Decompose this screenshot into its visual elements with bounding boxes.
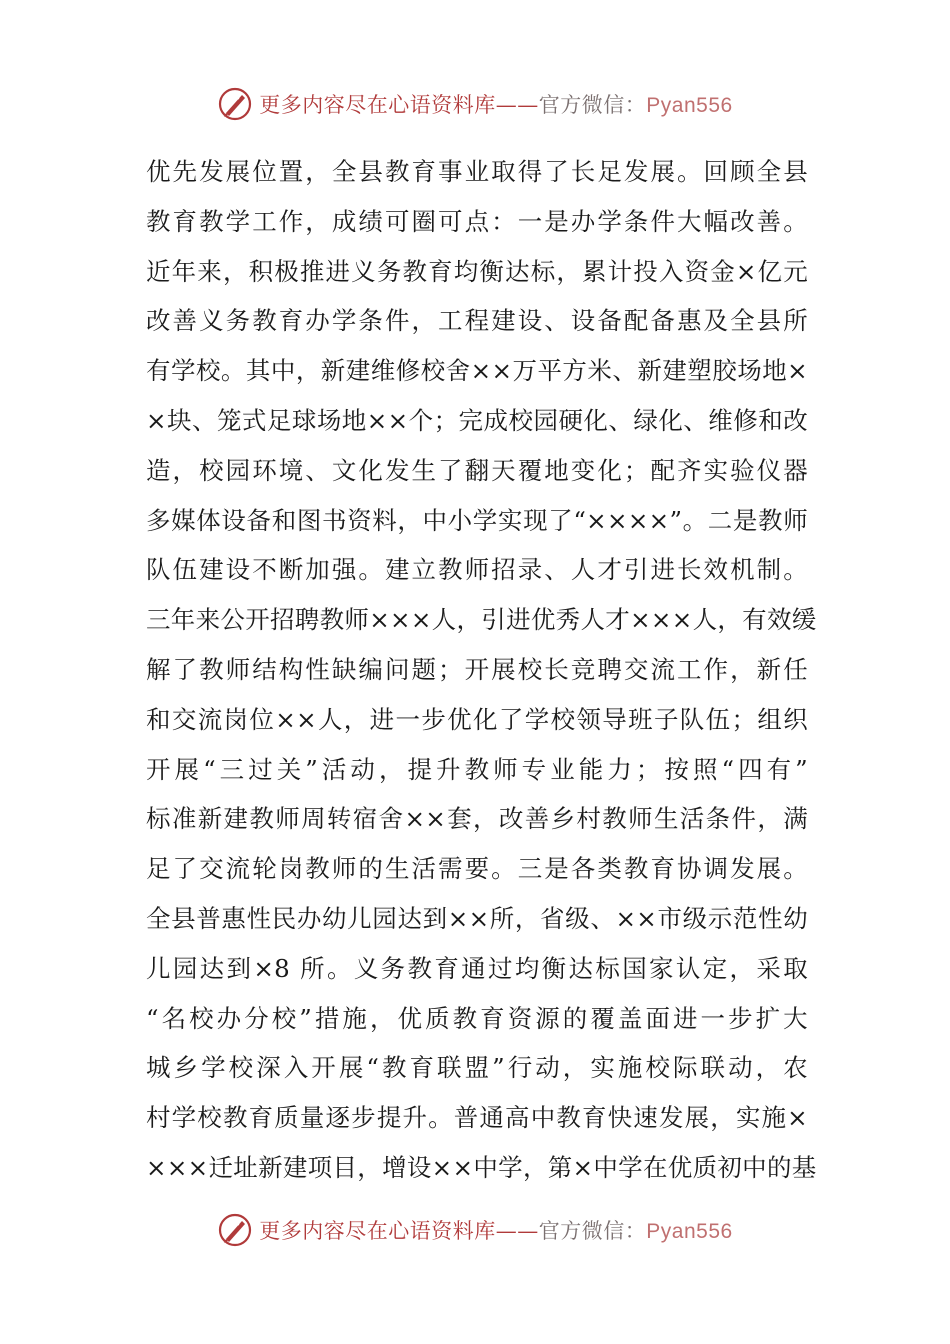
body-line: 开展“三过关”活动，提升教师专业能力；按照“四有” — [146, 754, 808, 784]
body-line: ×××迁址新建项目，增设××中学，第×中学在优质初中的基 — [146, 1152, 817, 1182]
header-banner — [0, 80, 950, 128]
body-line: 改善义务教育办学条件，工程建设、设备配备惠及全县所 — [146, 306, 808, 336]
body-line: 队伍建设不断加强。建立教师招录、人才引进长效机制。 — [146, 555, 808, 585]
banner-wechat-label: 官方微信： — [538, 1219, 647, 1243]
body-line: 足了交流轮岗教师的生活需要。三是各类教育协调发展。 — [146, 854, 808, 884]
body-line: 三年来公开招聘教师×××人，引进优秀人才×××人，有效缓 — [146, 605, 817, 635]
body-line: 多媒体设备和图书资料，中小学实现了“××××”。二是教师 — [146, 505, 808, 535]
banner-wechat-id: Pyan556 — [646, 94, 733, 117]
body-line: “名校办分校”措施，优质教育资源的覆盖面进一步扩大 — [146, 1003, 808, 1033]
body-line: 全县普惠性民办幼儿园达到××所，省级、××市级示范性幼 — [146, 903, 808, 933]
body-line: ×块、笼式足球场地××个；完成校园硬化、绿化、维修和改 — [146, 405, 808, 435]
body-line: 近年来，积极推进义务教育均衡达标，累计投入资金×亿元 — [146, 256, 808, 286]
body-line: 解了教师结构性缺编问题；开展校长竞聘交流工作，新任 — [146, 654, 808, 684]
body-line: 优先发展位置，全县教育事业取得了长足发展。回顾全县 — [146, 157, 808, 186]
body-line: 标准新建教师周转宿舍××套，改善乡村教师生活条件，满 — [146, 804, 808, 834]
body-line: 教育教学工作，成绩可圈可点：一是办学条件大幅改善。 — [146, 206, 808, 236]
body-line: 和交流岗位××人，进一步优化了学校领导班子队伍；组织 — [146, 704, 808, 734]
pen-logo-icon — [217, 86, 253, 122]
body-line: 城乡学校深入开展“教育联盟”行动，实施校际联动，农 — [146, 1053, 808, 1083]
banner-site-text: 更多内容尽在心语资料库—— — [259, 1219, 539, 1243]
document-body — [146, 147, 817, 1193]
banner-wechat-id: Pyan556 — [646, 1220, 733, 1243]
body-line: 有学校。其中，新建维修校舍××万平方米、新建塑胶场地× — [146, 356, 808, 386]
banner-wechat-label: 官方微信： — [538, 93, 647, 117]
body-line: 村学校教育质量逐步提升。普通高中教育快速发展，实施× — [146, 1103, 808, 1133]
banner-text — [259, 1215, 732, 1245]
footer-banner — [0, 1206, 950, 1254]
banner-site-text: 更多内容尽在心语资料库—— — [259, 93, 539, 117]
body-line: 儿园达到×8 所。义务教育通过均衡达标国家认定，采取 — [146, 953, 808, 983]
pen-logo-icon — [217, 1212, 253, 1248]
banner-text — [259, 89, 732, 119]
body-line: 造，校园环境、文化发生了翻天覆地变化；配齐实验仪器 — [146, 455, 808, 485]
